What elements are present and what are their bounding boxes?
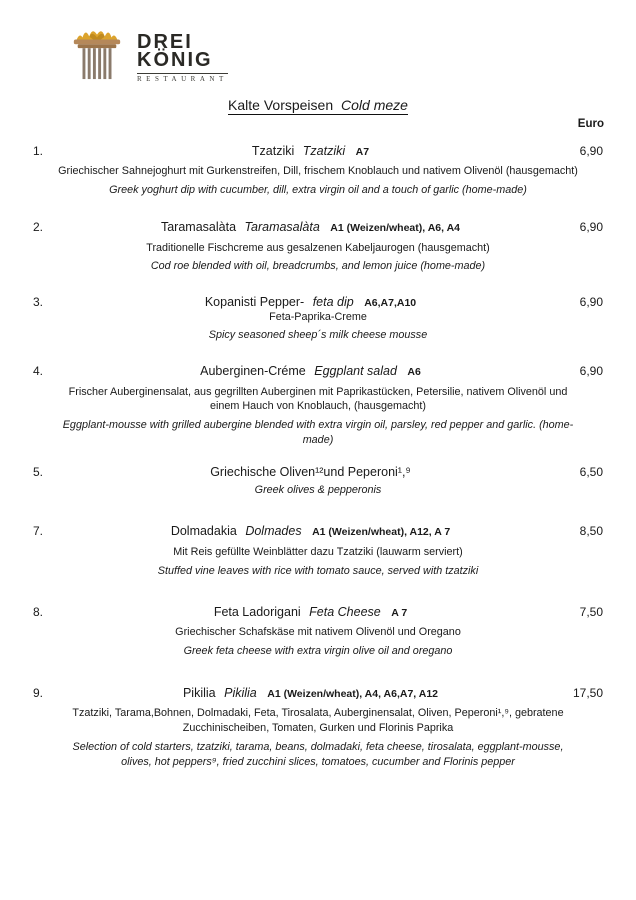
item-allergens: A1 (Weizen/wheat), A6, A4 (330, 222, 461, 235)
section-title-german: Kalte Vorspeisen (228, 97, 334, 113)
item-title (63, 605, 558, 619)
item-subtitle-german: Feta-Paprika-Creme (269, 310, 367, 323)
item-header-row (0, 686, 636, 700)
menu-item-8 (0, 605, 636, 659)
item-description-english: Greek feta cheese with extra virgin olive oil and oregano (183, 644, 453, 657)
item-title (63, 524, 558, 538)
item-allergens: A 7 (391, 606, 408, 619)
item-number: 4. (33, 364, 44, 379)
item-description-english: Stuffed vine leaves with rice with tomato sauce, served with tzatziki (157, 564, 479, 577)
item-number: 8. (33, 604, 44, 619)
logo-name-line2: KÖNIG (137, 49, 213, 72)
menu-item-1 (0, 144, 636, 198)
item-name-de: Feta Ladorigani (213, 604, 301, 619)
item-allergens: A6 (407, 366, 421, 379)
item-description-english: Selection of cold starters, tzatziki, tarama, beans, dolmadaki, feta cheese, tirosalata, eggplant-mousse, olives, hot peppers⁹, fried zucchini slices, tomatoes, cucumber and Florinis pepper (72, 740, 564, 768)
item-name-de: Griechische Oliven¹²und Peperoni¹,⁹ (210, 465, 411, 480)
item-number: 9. (33, 685, 44, 700)
item-name-de: Kopanisti Pepper- (204, 295, 305, 310)
item-price: 8,50 (579, 524, 603, 539)
item-description-german: Griechischer Sahnejoghurt mit Gurkenstreifen, Dill, frischem Knoblauch und nativem Olivenöl (hausgemacht) (58, 165, 578, 178)
item-name-de: Dolmadakia (170, 524, 237, 539)
item-header-row (0, 524, 636, 538)
item-price: 7,50 (579, 604, 603, 619)
menu-item-4 (0, 364, 636, 448)
item-header-row (0, 364, 636, 378)
section-title-underline (228, 97, 408, 115)
item-number: 2. (33, 220, 44, 235)
item-number: 7. (33, 524, 44, 539)
item-name-de: Pikilia (182, 685, 216, 700)
item-description-german: Traditionelle Fischcreme aus gesalzenen Kabeljaurogen (hausgemacht) (146, 241, 490, 254)
item-name-en: Taramasalàta (244, 220, 320, 235)
item-title (63, 295, 558, 309)
menu-item-7 (0, 524, 636, 578)
menu-item-5 (0, 465, 636, 498)
item-description-english: Spicy seasoned sheep´s milk cheese mousse (208, 329, 428, 342)
menu-item-3 (0, 295, 636, 343)
item-name-en: Feta Cheese (309, 604, 381, 619)
logo-subtitle: RESTAURANT (137, 74, 228, 83)
section-title (20, 0, 616, 113)
item-description-german: Griechischer Schafskäse mit nativem Olivenöl und Oregano (175, 625, 461, 638)
item-name-de: Tzatziki (251, 144, 295, 158)
item-title (63, 220, 558, 234)
item-allergens: A1 (Weizen/wheat), A4, A6,A7, A12 (267, 687, 439, 700)
item-description-english: Greek olives & pepperonis (254, 484, 382, 497)
item-description-english: Greek yoghurt dip with cucumber, dill, extra virgin oil and a touch of garlic (home-made) (109, 184, 527, 197)
item-name-de: Auberginen-Créme (200, 364, 306, 379)
item-header-row (0, 220, 636, 234)
item-price: 17,50 (572, 685, 603, 700)
currency-label: Euro (577, 118, 604, 130)
item-number: 5. (33, 465, 44, 480)
item-price: 6,50 (579, 465, 603, 480)
menu-item-2 (0, 220, 636, 274)
item-header-row (0, 144, 636, 158)
item-allergens: A6,A7,A10 (364, 297, 417, 310)
logo-name-line1: DREI (137, 31, 193, 53)
item-header-row (0, 605, 636, 619)
item-name-en: Tzatziki (302, 144, 346, 158)
item-description-english: Eggplant-mousse with grilled aubergine blended with extra virgin oil, parsley, red pepper and garlic. (home-made) (62, 419, 574, 447)
item-price: 6,90 (579, 364, 603, 379)
item-title (63, 364, 558, 378)
item-name-en: Pikilia (224, 685, 257, 700)
item-allergens: A1 (Weizen/wheat), A12, A 7 (312, 526, 451, 539)
section-title-english: Cold meze (341, 97, 408, 113)
menu-items (0, 144, 636, 770)
item-name-en: feta dip (312, 295, 354, 310)
item-price: 6,90 (579, 295, 603, 310)
item-title (63, 686, 558, 700)
item-header-row (0, 465, 636, 479)
item-allergens: A7 (355, 146, 370, 158)
item-title (63, 144, 558, 158)
item-header-row (0, 295, 636, 309)
item-description-german: Frischer Auberginensalat, aus gegrillten Auberginen mit Paprikastücken, Petersilie, nativem Olivenöl und einem Hauch von Knoblauch, (hausgemacht) (68, 385, 568, 413)
item-name-de: Taramasalàta (160, 220, 237, 235)
item-name-en: Eggplant salad (314, 364, 397, 379)
item-description-german: Mit Reis gefüllte Weinblätter dazu Tzatziki (lauwarm serviert) (173, 545, 463, 558)
item-price: 6,90 (579, 220, 603, 235)
item-price: 6,90 (579, 144, 603, 158)
item-number: 3. (33, 295, 44, 310)
item-description-german: Tzatziki, Tarama,Bohnen, Dolmadaki, Feta, Tirosalata, Auberginensalat, Oliven, Peperoni¹,⁹, gebratene Zucchinischeiben, Tomaten, Gurken und Florinis Paprika (72, 707, 564, 734)
menu-item-9 (0, 686, 636, 770)
item-number: 1. (33, 144, 44, 158)
item-name-en: Dolmades (245, 524, 302, 539)
item-description-english: Cod roe blended with oil, breadcrumbs, and lemon juice (home-made) (150, 260, 486, 273)
item-title (63, 465, 558, 479)
